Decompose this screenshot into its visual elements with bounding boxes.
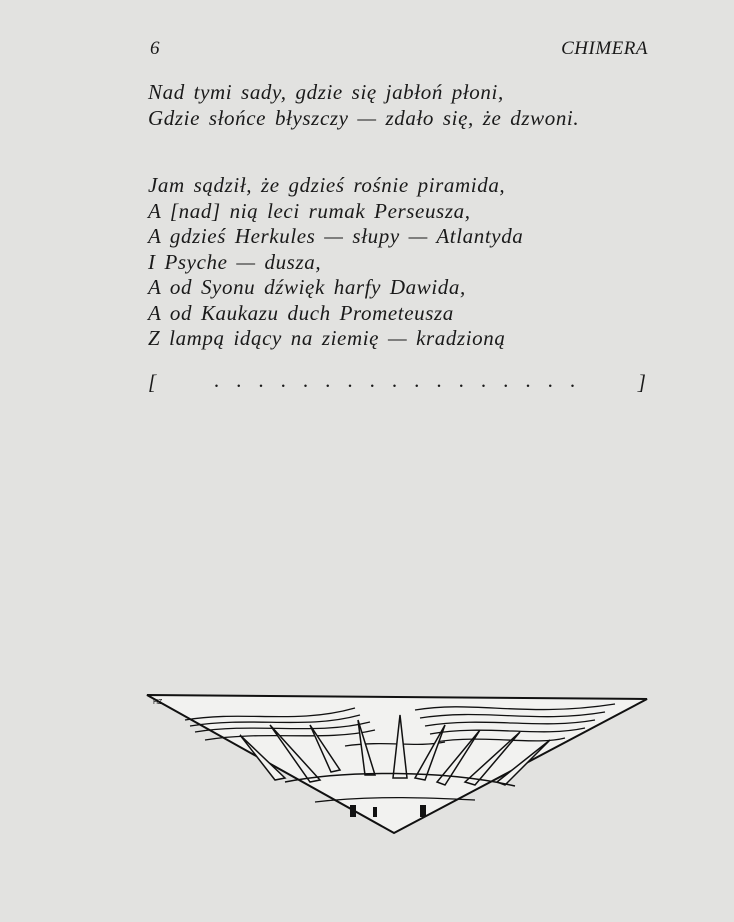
open-bracket: [	[148, 370, 157, 394]
omission-ellipsis	[148, 370, 646, 399]
poem-line: Gdzie słońce błyszczy — zdało się, że dzwoni.	[148, 105, 580, 130]
poem-line: Jam sądził, że gdzieś rośnie piramida,	[148, 173, 506, 197]
monogram: HZ	[153, 699, 163, 706]
poem-line: A gdzieś Herkules — słupy — Atlantyda	[148, 224, 524, 248]
running-title: CHIMERA	[561, 38, 648, 59]
poem-line: A [nad] nią leci rumak Perseusza,	[148, 198, 471, 223]
stanza-1	[148, 80, 579, 131]
page-number: 6	[150, 38, 160, 59]
stanza-2	[148, 173, 523, 352]
poem-line: I Psyche — dusza,	[148, 249, 322, 274]
poem-line: A od Kaukazu duch Prometeusza	[148, 300, 454, 325]
poem-line: A od Syonu dźwięk harfy Dawida,	[148, 275, 466, 299]
close-bracket: ]	[637, 370, 646, 394]
poem-line: Z lampą idący na ziemię — kradzioną	[148, 326, 506, 350]
sunrise-vignette-illustration	[145, 690, 650, 840]
ellipsis-dots: · · · · · · · · · · · · · · · · ·	[213, 374, 581, 398]
poem-line: Nad tymi sady, gdzie się jabłoń płoni,	[148, 80, 504, 104]
